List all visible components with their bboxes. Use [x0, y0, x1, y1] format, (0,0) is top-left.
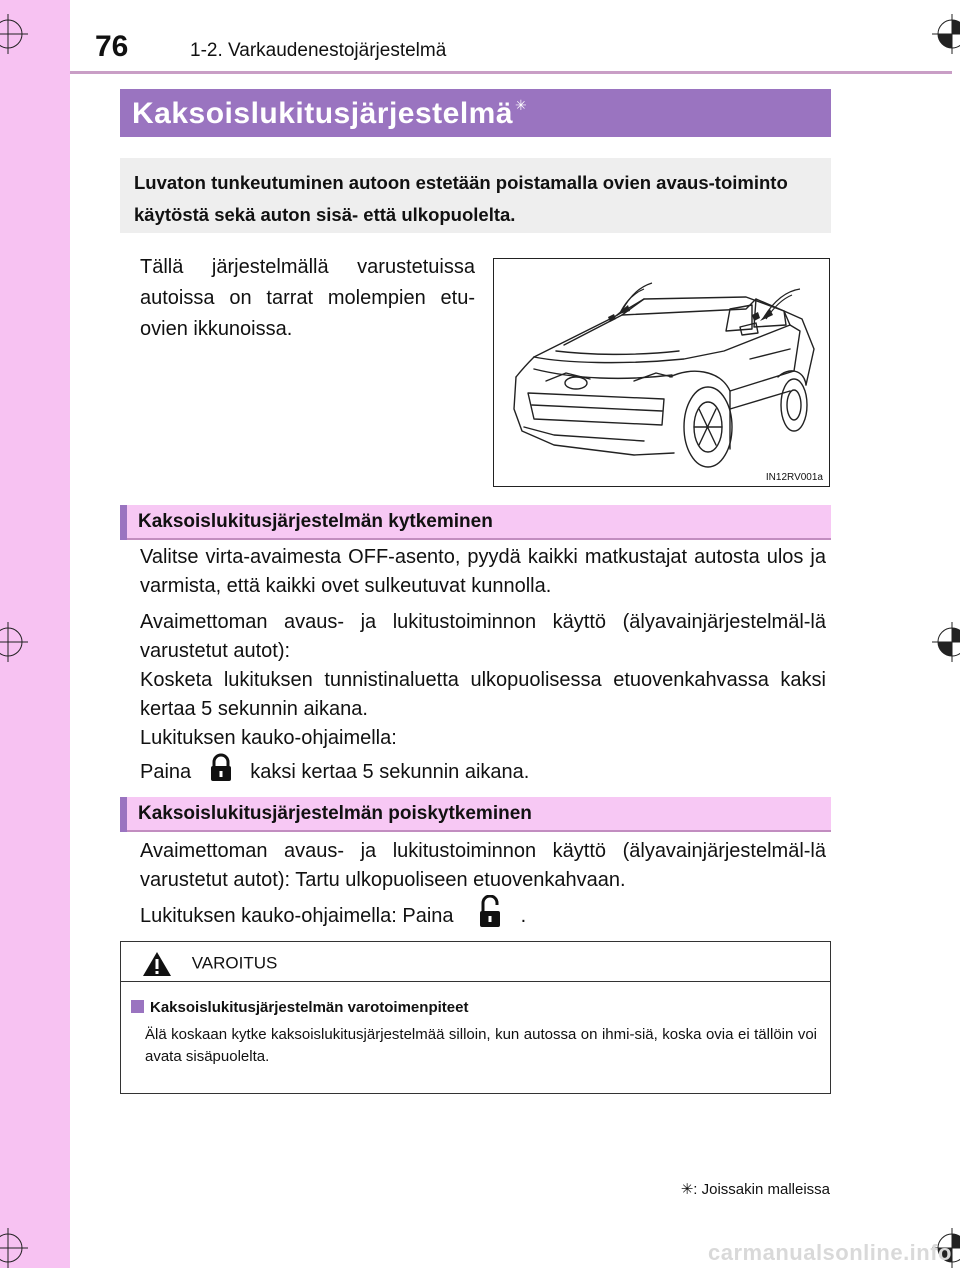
press-rest: kaksi kertaa 5 sekunnin aikana. [250, 760, 530, 783]
registration-mark-icon [932, 622, 960, 662]
activation-body [140, 543, 826, 792]
deactivation-remote-text: Lukituksen kauko-ohjaimella: Paina [140, 904, 454, 927]
figure-code: IN12RV001a [765, 472, 823, 483]
page-title: Kaksoislukitusjärjestelmä [132, 97, 514, 130]
header-rule [70, 71, 952, 74]
deactivation-period: . [520, 904, 527, 927]
section-label: 1-2. Varkaudenestojärjestelmä [190, 40, 447, 61]
warning-box [120, 941, 831, 1094]
footnote-asterisk: ✳ [680, 1181, 694, 1198]
warning-title [131, 999, 468, 1016]
registration-mark-icon [0, 14, 28, 54]
title-bar [120, 89, 831, 137]
registration-mark-icon [0, 622, 28, 662]
activation-heading: Kaksoislukitusjärjestelmän kytkeminen [120, 505, 831, 540]
page-number: 76 [95, 30, 129, 63]
activation-remote-label: Lukituksen kauko-ohjaimella: [140, 727, 397, 749]
registration-mark-icon [932, 14, 960, 54]
lock-open-icon [475, 895, 505, 938]
registration-mark-icon [0, 1228, 28, 1268]
title-asterisk: ✳ [515, 97, 527, 113]
intro-paragraph: Tällä järjestelmällä varustetuissa autoissa on tarrat molempien etu-ovien ikkunoissa. [140, 256, 475, 340]
activation-step-2-detail: Kosketa lukituksen tunnistinaluetta ulkopuolisessa etuovenkahvassa kaksi kertaa 5 sekunnin aikana. [140, 669, 826, 720]
activation-press-line [140, 753, 826, 792]
car-illustration [493, 258, 830, 487]
footnote-text: : Joissakin malleissa [693, 1181, 830, 1198]
lock-closed-icon [201, 753, 241, 792]
deactivation-step-1: Avaimettoman avaus- ja lukitustoiminnon käyttö (älyavainjärjestelmäl-lä varustetut autot): Tartu ulkopuoliseen etuovenkahvaan. [140, 840, 826, 891]
deactivation-press-line [140, 895, 826, 938]
activation-step-2: Avaimettoman avaus- ja lukitustoiminnon käyttö (älyavainjärjestelmäl-lä varustetut autot): [140, 611, 826, 662]
lead-summary: Luvaton tunkeutuminen autoon estetään poistamalla ovien avaus-toiminto käytöstä sekä auton sisä- että ulkopuolelta. [120, 158, 831, 233]
deactivation-body [140, 837, 826, 938]
warning-label: VAROITUS [191, 953, 278, 973]
car-drawing [494, 259, 829, 486]
footnote [681, 1180, 830, 1198]
press-word: Paina [140, 760, 192, 783]
warning-triangle-icon [141, 950, 173, 978]
bullet-square-icon [131, 1000, 144, 1013]
warning-title-text: Kaksoislukitusjärjestelmän varotoimenpiteet [150, 999, 469, 1016]
warning-text: Älä koskaan kytke kaksoislukitusjärjestelmää silloin, kun autossa on ihmi-siä, koska ovia ei tällöin voi avata sisäpuolelta. [145, 1026, 817, 1065]
watermark: carmanualsonline.info [708, 1240, 952, 1265]
warning-header [121, 942, 830, 982]
activation-step-1: Valitse virta-avaimesta OFF-asento, pyydä kaikki matkustajat autosta ulos ja varmista, että kaikki ovet sulkeutuvat kunnolla. [140, 546, 826, 597]
deactivation-heading: Kaksoislukitusjärjestelmän poiskytkeminen [120, 797, 831, 832]
